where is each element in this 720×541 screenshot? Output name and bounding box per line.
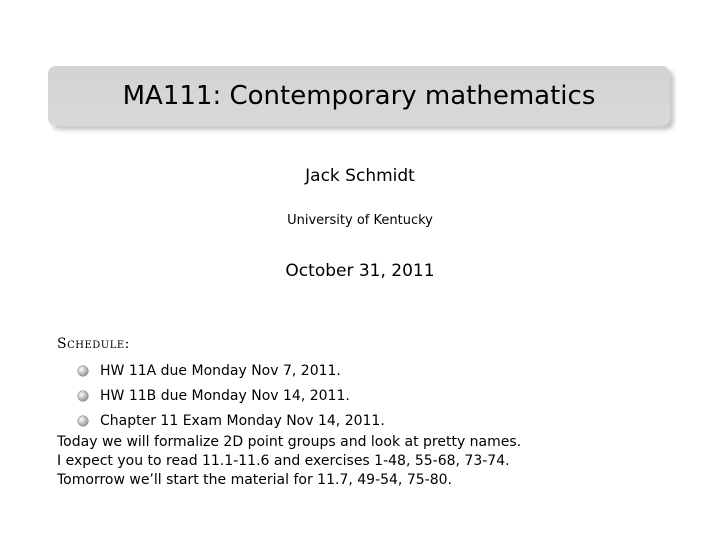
presentation-date: October 31, 2011 <box>285 261 435 281</box>
notes-block <box>57 433 521 490</box>
note-line: Tomorrow we’ll start the material for 11.7, 49-54, 75-80. <box>57 472 452 488</box>
schedule-item-text: Chapter 11 Exam Monday Nov 14, 2011. <box>100 412 385 429</box>
bullet-icon <box>78 416 88 426</box>
note-line: Today we will formalize 2D point groups and look at pretty names. <box>57 434 522 450</box>
note-line: I expect you to read 11.1-11.6 and exercises 1-48, 55-68, 73-74. <box>57 453 510 469</box>
schedule-list <box>78 358 385 433</box>
schedule-item-text: HW 11A due Monday Nov 7, 2011. <box>100 362 341 379</box>
author-name: Jack Schmidt <box>305 166 415 186</box>
title-box <box>48 66 670 126</box>
institute: University of Kentucky <box>287 213 433 228</box>
schedule-item <box>78 408 385 433</box>
schedule-item <box>78 383 385 408</box>
schedule-heading: Schedule: <box>57 336 130 352</box>
slide-title: MA111: Contemporary mathematics <box>122 81 596 111</box>
bullet-icon <box>78 366 88 376</box>
bullet-icon <box>78 391 88 401</box>
schedule-item <box>78 358 385 383</box>
schedule-item-text: HW 11B due Monday Nov 14, 2011. <box>100 387 350 404</box>
